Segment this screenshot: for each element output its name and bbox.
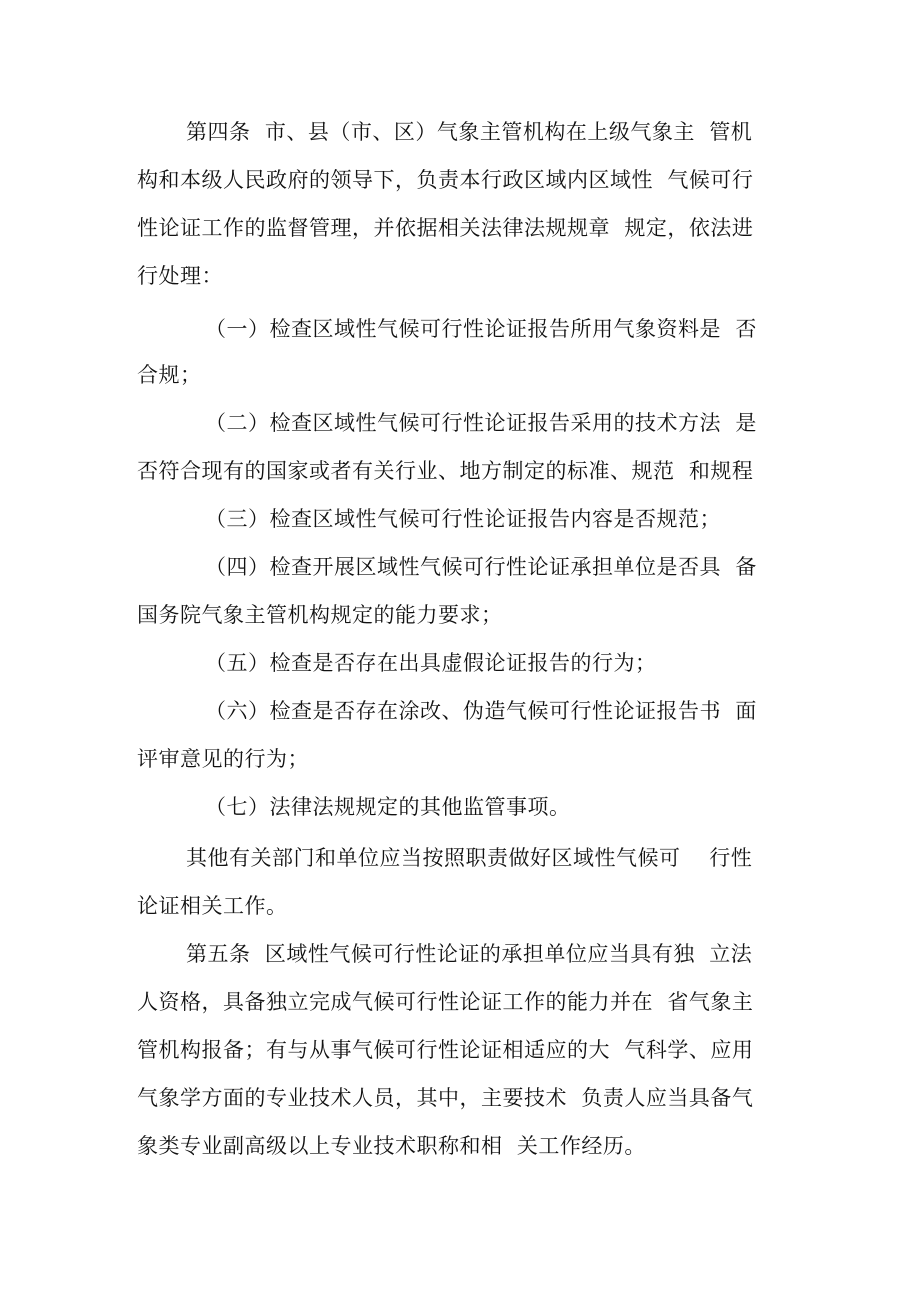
item-6-line-2: 评审意见的行为； xyxy=(137,747,309,771)
item-5-line: （五）检查是否存在出具虚假论证报告的行为； xyxy=(205,651,657,675)
article-4-text-line-4: 行处理： xyxy=(137,264,223,288)
article-4-heading-line: 第四条 市、县（市、区）气象主管机构在上级气象主 管机 xyxy=(186,120,753,144)
article-4-text-line-3: 性论证工作的监督管理，并依据相关法律法规规章 规定，依法进 xyxy=(137,216,754,240)
other-departments-line-2: 论证相关工作。 xyxy=(137,894,288,918)
item-1-line-2: 合规； xyxy=(137,363,202,387)
article-5-text-line-3: 管机构报备；有与从事气候可行性论证相适应的大 气科学、应用 xyxy=(137,1038,754,1062)
other-departments-line-1: 其他有关部门和单位应当按照职责做好区域性气候可 行性 xyxy=(186,846,753,870)
item-7-line: （七）法律法规规定的其他监管事项。 xyxy=(205,795,571,819)
item-2-line-2: 否符合现有的国家或者有关行业、地方制定的标准、规范 和规程 xyxy=(137,459,754,483)
item-1-line-1: （一）检查区域性气候可行性论证报告所用气象资料是 否 xyxy=(205,317,757,341)
item-4-line-1: （四）检查开展区域性气候可行性论证承担单位是否具 备 xyxy=(205,555,757,579)
article-5-text-line-5: 象类专业副高级以上专业技术职称和相 关工作经历。 xyxy=(137,1134,646,1158)
item-3-line: （三）检查区域性气候可行性论证报告内容是否规范； xyxy=(205,507,721,531)
item-2-line-1: （二）检查区域性气候可行性论证报告采用的技术方法 是 xyxy=(205,411,757,435)
item-4-line-2: 国务院气象主管机构规定的能力要求； xyxy=(137,603,503,627)
item-6-line-1: （六）检查是否存在涂改、伪造气候可行性论证报告书 面 xyxy=(205,699,757,723)
article-5-text-line-2: 人资格，具备独立完成气候可行性论证工作的能力并在 省气象主 xyxy=(137,990,754,1014)
article-5-heading-line: 第五条 区域性气候可行性论证的承担单位应当具有独 立法 xyxy=(186,942,753,966)
article-5-text-line-4: 气象学方面的专业技术人员，其中，主要技术 负责人应当具备气 xyxy=(137,1086,754,1110)
article-4-text-line-2: 构和本级人民政府的领导下，负责本行政区域内区域性 气候可行 xyxy=(137,168,754,192)
